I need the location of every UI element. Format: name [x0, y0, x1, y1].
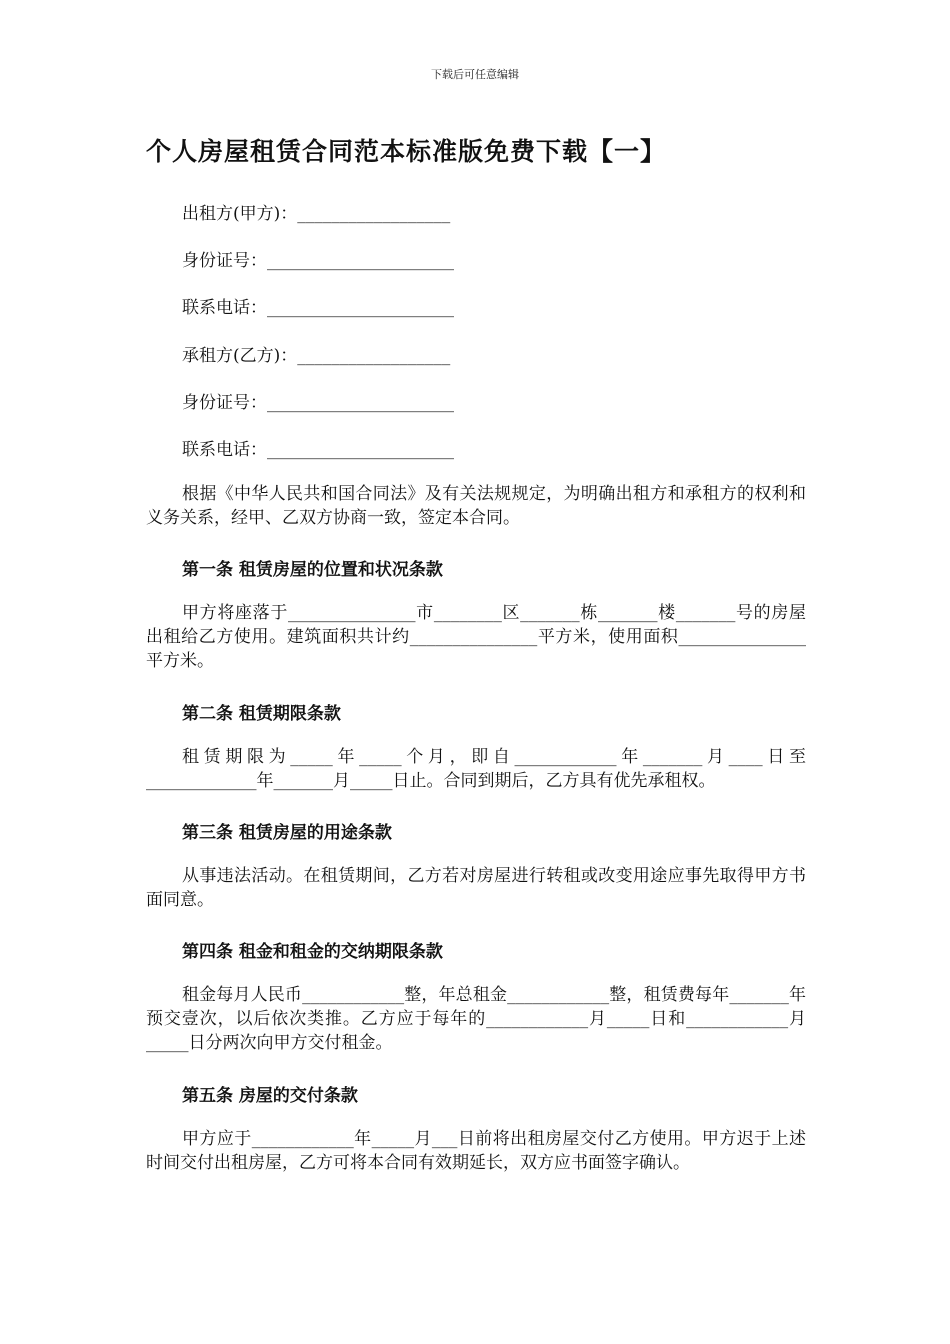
clause-1-heading: 第一条 租赁房屋的位置和状况条款 — [182, 560, 443, 580]
document-title: 个人房屋租赁合同范本标准版免费下载【一】 — [146, 137, 667, 166]
page-header-note: 下载后可任意编辑 — [431, 68, 519, 81]
field-lessor-name: 出租方(甲方)：__________________ — [182, 204, 451, 224]
clause-3-heading: 第三条 租赁房屋的用途条款 — [182, 823, 392, 843]
clause-4-heading: 第四条 租金和租金的交纳期限条款 — [182, 942, 443, 962]
field-lessee-phone: 联系电话：______________________ — [182, 440, 454, 460]
field-lessor-id: 身份证号：______________________ — [182, 251, 454, 271]
clause-5-body: 甲方应于____________年_____月___日前将出租房屋交付乙方使用。甲方迟于上述时间交付出租房屋，乙方可将本合同有效期延长，双方应书面签字确认。 — [146, 1129, 806, 1173]
field-lessee-name: 承租方(乙方)：__________________ — [182, 346, 451, 366]
field-lessee-id: 身份证号：______________________ — [182, 393, 454, 413]
preamble-paragraph: 根据《中华人民共和国合同法》及有关法规规定，为明确出租方和承租方的权利和义务关系，经甲、乙双方协商一致，签定本合同。 — [146, 484, 806, 528]
clause-3-body: 从事违法活动。在租赁期间，乙方若对房屋进行转租或改变用途应事先取得甲方书面同意。 — [146, 866, 806, 910]
clause-4-body: 租金每月人民币____________整，年总租金____________整，租赁费每年_______年预交壹次，以后依次类推。乙方应于每年的____________月_____日和____________月_____日分两次向甲方交付租金。 — [146, 985, 806, 1053]
clause-2-body: 租赁期限为_____年_____个月，即自____________年_______月____日至_____________年_______月_____日止。合同到期后，乙方具有优先承租权。 — [146, 747, 806, 791]
clause-5-heading: 第五条 房屋的交付条款 — [182, 1086, 358, 1106]
field-lessor-phone: 联系电话：______________________ — [182, 298, 454, 318]
clause-2-heading: 第二条 租赁期限条款 — [182, 704, 341, 724]
clause-1-body: 甲方将座落于_______________市________区_______栋_______楼_______号的房屋出租给乙方使用。建筑面积共计约_______________平方米，使用面积_______________平方米。 — [146, 603, 806, 671]
